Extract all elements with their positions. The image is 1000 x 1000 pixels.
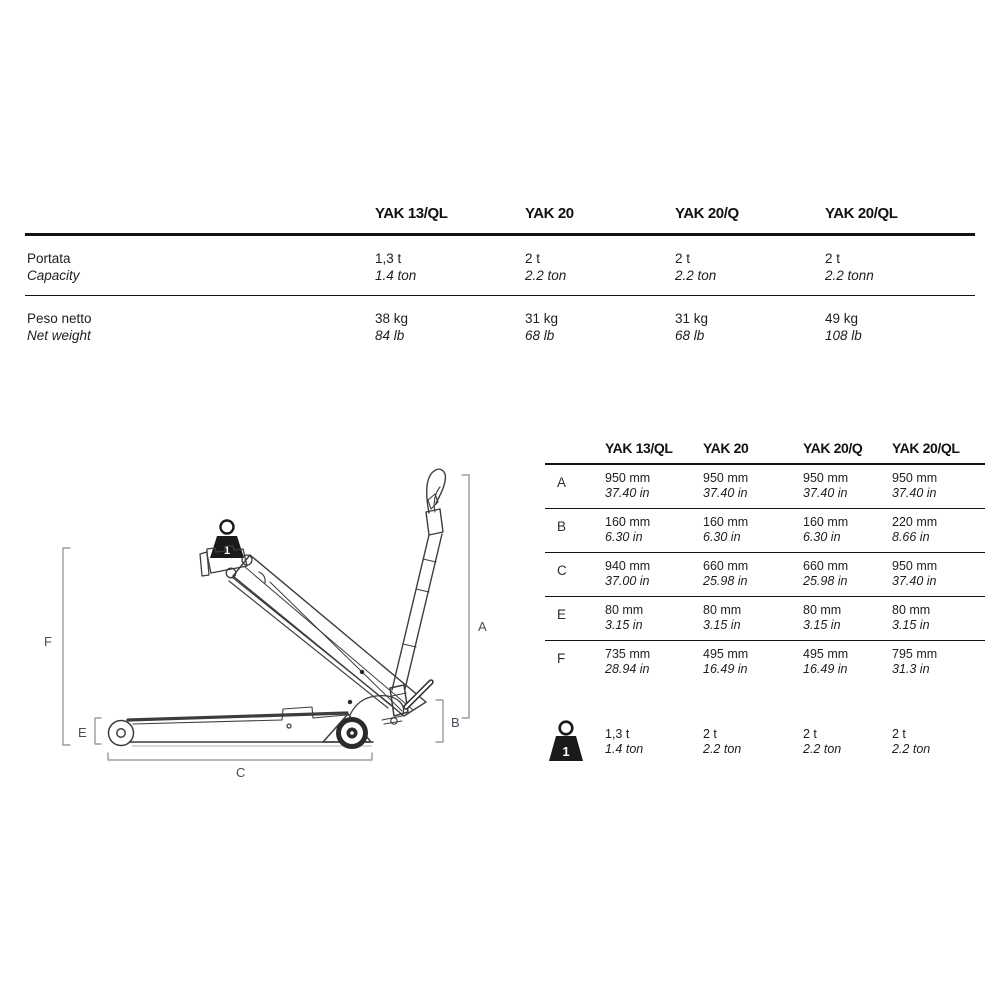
spec-cell bbox=[525, 310, 675, 344]
value-in: 6.30 in bbox=[605, 530, 643, 544]
dim-col-header: YAK 13/QL bbox=[605, 440, 673, 456]
value-metric: 1,3 t bbox=[375, 251, 402, 266]
dim-row-letter: A bbox=[557, 475, 567, 490]
value-imperial: 2.2 ton bbox=[525, 268, 567, 283]
handle-hook-grip bbox=[427, 469, 446, 513]
spec-cell bbox=[675, 250, 825, 284]
dimension-bracket-e bbox=[95, 718, 101, 744]
value-imperial: 2.2 ton bbox=[892, 742, 931, 756]
spec-header-spacer bbox=[25, 205, 375, 222]
value-mm: 950 mm bbox=[703, 471, 749, 485]
value-mm: 950 mm bbox=[892, 559, 938, 573]
value-mm: 660 mm bbox=[703, 559, 749, 573]
capacity-cell bbox=[605, 720, 703, 772]
value-mm: 495 mm bbox=[703, 647, 749, 661]
value-imperial: 68 lb bbox=[525, 328, 555, 343]
capacity-cell bbox=[803, 720, 892, 772]
dim-cell bbox=[703, 603, 803, 633]
value-metric: 2 t bbox=[703, 727, 717, 741]
dim-cell bbox=[803, 515, 892, 545]
value-metric: 2 t bbox=[675, 251, 691, 266]
dim-cell bbox=[605, 559, 703, 589]
value-mm: 795 mm bbox=[892, 647, 938, 661]
dim-row-e bbox=[545, 597, 985, 641]
value-in: 37.40 in bbox=[892, 486, 937, 500]
value-metric: 2 t bbox=[525, 251, 541, 266]
dim-row-c bbox=[545, 553, 985, 597]
spec-row-label bbox=[25, 310, 375, 344]
dim-row-letter: E bbox=[557, 607, 567, 622]
value-mm: 160 mm bbox=[803, 515, 849, 529]
dim-col-header: YAK 20 bbox=[703, 440, 749, 456]
value-in: 6.30 in bbox=[803, 530, 841, 544]
value-mm: 220 mm bbox=[892, 515, 938, 529]
spec-cell bbox=[375, 250, 525, 284]
dim-cell bbox=[803, 603, 892, 633]
value-in: 16.49 in bbox=[803, 662, 848, 676]
arm-pivot-dot bbox=[360, 670, 364, 674]
dim-label-f: F bbox=[44, 634, 52, 649]
value-in: 6.30 in bbox=[703, 530, 741, 544]
dim-cell bbox=[892, 603, 985, 633]
value-imperial: 2.2 tonn bbox=[825, 268, 874, 283]
value-mm: 80 mm bbox=[892, 603, 931, 617]
value-metric: 1,3 t bbox=[605, 727, 630, 741]
spec-table-header-row bbox=[25, 205, 975, 236]
dim-cell bbox=[892, 515, 985, 545]
value-mm: 735 mm bbox=[605, 647, 651, 661]
value-imperial: 2.2 ton bbox=[803, 742, 842, 756]
value-mm: 80 mm bbox=[803, 603, 842, 617]
value-mm: 950 mm bbox=[892, 471, 938, 485]
operating-handle bbox=[390, 469, 445, 724]
value-in: 3.15 in bbox=[703, 618, 741, 632]
spec-col-header: YAK 20/Q bbox=[675, 205, 739, 222]
dimension-bracket-c bbox=[108, 753, 372, 760]
value-mm: 940 mm bbox=[605, 559, 651, 573]
dim-row-f bbox=[545, 641, 985, 684]
value-imperial: 2.2 ton bbox=[703, 742, 742, 756]
value-mm: 80 mm bbox=[605, 603, 644, 617]
bolt-hole bbox=[287, 724, 291, 728]
spec-table bbox=[25, 205, 975, 355]
value-mm: 950 mm bbox=[605, 471, 651, 485]
spec-cell bbox=[675, 310, 825, 344]
value-in: 28.94 in bbox=[605, 662, 650, 676]
value-in: 37.40 in bbox=[803, 486, 848, 500]
spec-cell bbox=[375, 310, 525, 344]
dim-row-letter: B bbox=[557, 519, 567, 534]
value-in: 37.40 in bbox=[703, 486, 748, 500]
base-pivot-dot bbox=[348, 700, 352, 704]
value-mm: 950 mm bbox=[803, 471, 849, 485]
capacity-row bbox=[545, 720, 985, 772]
value-metric: 49 kg bbox=[825, 311, 859, 326]
value-in: 25.98 in bbox=[703, 574, 748, 588]
spec-row-net-weight bbox=[25, 296, 975, 355]
capacity-cell bbox=[703, 720, 803, 772]
value-in: 25.98 in bbox=[803, 574, 848, 588]
value-imperial: 84 lb bbox=[375, 328, 405, 343]
spec-col-header: YAK 20 bbox=[525, 205, 574, 222]
capacity-cell bbox=[892, 720, 985, 772]
front-wheel bbox=[109, 721, 134, 746]
value-in: 8.66 in bbox=[892, 530, 930, 544]
weight-1t-icon bbox=[210, 521, 244, 559]
value-mm: 80 mm bbox=[703, 603, 742, 617]
dim-cell bbox=[803, 559, 892, 589]
dim-cell bbox=[892, 471, 985, 501]
dim-cell bbox=[605, 647, 703, 677]
label-english: Net weight bbox=[27, 328, 91, 343]
value-in: 37.40 in bbox=[892, 574, 937, 588]
dim-label-b: B bbox=[451, 715, 460, 730]
label-italian: Peso netto bbox=[27, 311, 92, 326]
dimension-table-header-row bbox=[545, 440, 985, 465]
capacity-icon-cell bbox=[545, 720, 605, 772]
dimension-bracket-a bbox=[462, 475, 469, 718]
weight-badge-number: 1 bbox=[223, 545, 231, 557]
value-metric: 31 kg bbox=[675, 311, 709, 326]
spec-col-header: YAK 20/QL bbox=[825, 205, 898, 222]
weight-1t-icon bbox=[547, 720, 585, 767]
value-imperial: 2.2 ton bbox=[675, 268, 717, 283]
dim-cell bbox=[605, 471, 703, 501]
value-mm: 495 mm bbox=[803, 647, 849, 661]
spec-cell bbox=[825, 310, 975, 344]
weight-badge-number: 1 bbox=[562, 744, 570, 759]
value-metric: 38 kg bbox=[375, 311, 409, 326]
value-metric: 31 kg bbox=[525, 311, 559, 326]
value-in: 37.40 in bbox=[605, 486, 650, 500]
lifting-arm bbox=[229, 555, 426, 716]
value-imperial: 68 lb bbox=[675, 328, 705, 343]
dim-row-letter: F bbox=[557, 651, 566, 666]
value-mm: 160 mm bbox=[703, 515, 749, 529]
value-in: 31.3 in bbox=[892, 662, 930, 676]
dim-row-b bbox=[545, 509, 985, 553]
value-in: 3.15 in bbox=[605, 618, 643, 632]
dim-col-header: YAK 20/QL bbox=[892, 440, 960, 456]
value-metric: 2 t bbox=[803, 727, 817, 741]
dim-row-letter: C bbox=[557, 563, 567, 578]
rear-caster-wheel bbox=[339, 720, 366, 747]
dim-header-spacer bbox=[545, 440, 605, 456]
value-imperial: 1.4 ton bbox=[605, 742, 644, 756]
value-in: 3.15 in bbox=[803, 618, 841, 632]
jack-chassis bbox=[128, 707, 373, 746]
dim-cell bbox=[605, 603, 703, 633]
spec-row-capacity bbox=[25, 236, 975, 296]
value-in: 3.15 in bbox=[892, 618, 930, 632]
jack-technical-drawing bbox=[40, 450, 510, 800]
spec-col-header: YAK 13/QL bbox=[375, 205, 448, 222]
value-metric: 2 t bbox=[825, 251, 841, 266]
spec-row-label bbox=[25, 250, 375, 284]
dimension-bracket-f bbox=[63, 548, 70, 745]
value-mm: 160 mm bbox=[605, 515, 651, 529]
dim-cell bbox=[605, 515, 703, 545]
dim-cell bbox=[703, 471, 803, 501]
value-metric: 2 t bbox=[892, 727, 906, 741]
spec-cell bbox=[525, 250, 675, 284]
value-in: 16.49 in bbox=[703, 662, 748, 676]
dim-cell bbox=[703, 559, 803, 589]
dim-cell bbox=[892, 647, 985, 677]
label-english: Capacity bbox=[27, 268, 80, 283]
dim-row-a bbox=[545, 465, 985, 509]
dim-label-a: A bbox=[478, 619, 487, 634]
dim-cell bbox=[803, 647, 892, 677]
dim-col-header: YAK 20/Q bbox=[803, 440, 863, 456]
label-italian: Portata bbox=[27, 251, 71, 266]
dim-cell bbox=[703, 647, 803, 677]
value-imperial: 1.4 ton bbox=[375, 268, 417, 283]
dim-cell bbox=[892, 559, 985, 589]
dim-cell bbox=[703, 515, 803, 545]
dimension-bracket-b bbox=[436, 700, 443, 742]
value-in: 37.00 in bbox=[605, 574, 650, 588]
dim-label-c: C bbox=[236, 765, 246, 780]
spec-cell bbox=[825, 250, 975, 284]
dim-cell bbox=[803, 471, 892, 501]
dimension-table bbox=[545, 440, 985, 772]
dim-label-e: E bbox=[78, 725, 87, 740]
value-imperial: 108 lb bbox=[825, 328, 862, 343]
value-mm: 660 mm bbox=[803, 559, 849, 573]
